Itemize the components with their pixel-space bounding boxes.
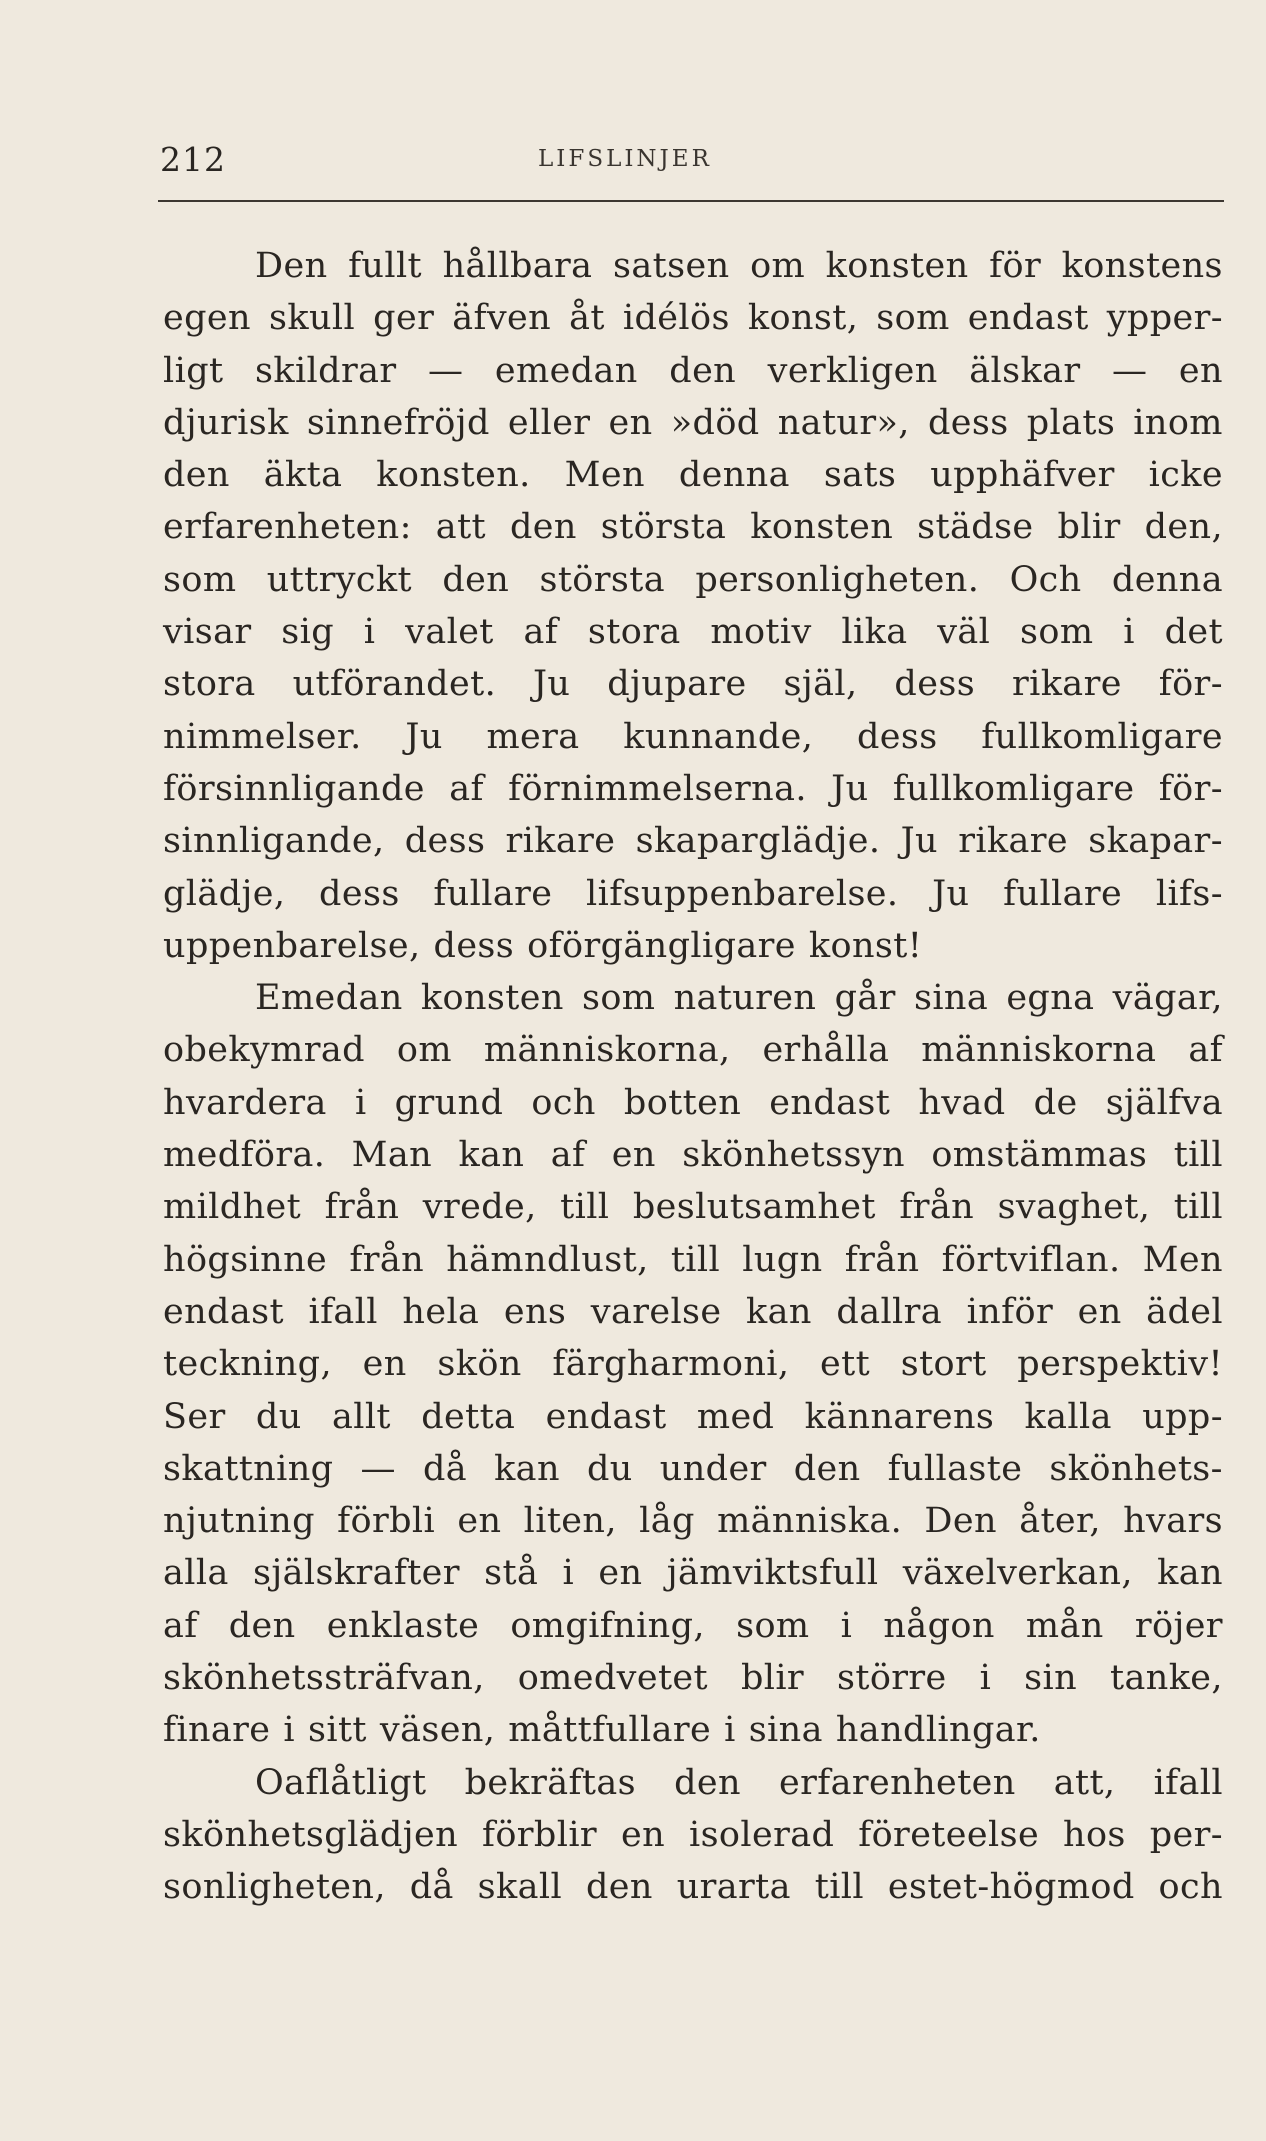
text-line (163, 1338, 1223, 1390)
text-line (163, 972, 1223, 1024)
word: denna (678, 455, 790, 496)
word: af (523, 612, 559, 653)
word: — (360, 1448, 396, 1489)
paragraph (163, 972, 1223, 1756)
word: de (1033, 1082, 1078, 1123)
word: som (1020, 612, 1094, 653)
word: Ju (900, 821, 938, 862)
word: kännarens (804, 1396, 995, 1437)
word: sig (281, 612, 335, 653)
word: måttfullare (508, 1710, 712, 1751)
word: städse (917, 507, 1034, 548)
word: för- (1158, 768, 1223, 809)
word: med (696, 1396, 775, 1437)
word: upphäfver (930, 455, 1115, 496)
word: till (670, 1239, 721, 1280)
word: konsten. (376, 455, 531, 496)
word: denna (1111, 559, 1223, 600)
word: vrede, (422, 1187, 537, 1228)
word: Men (1142, 1239, 1223, 1280)
text-line (163, 1024, 1223, 1076)
word: konsten (750, 507, 894, 548)
word: du (586, 1448, 633, 1489)
text-line (163, 1600, 1223, 1652)
word: som (581, 978, 656, 1019)
word: personligheten. (695, 559, 980, 600)
word: i (1123, 612, 1135, 653)
word: själskrafter (253, 1553, 460, 1594)
word: erfarenheten: (163, 507, 412, 548)
word: erhålla (762, 1030, 890, 1071)
word: i (283, 1710, 296, 1751)
text-line (163, 1652, 1223, 1704)
word: till (1173, 1187, 1223, 1228)
word: skaparglädje. (635, 821, 881, 862)
word: isolerad (688, 1814, 835, 1855)
word: från (844, 1239, 920, 1280)
word: dess (433, 925, 515, 966)
word: den (585, 1867, 653, 1908)
word: stort (900, 1344, 987, 1385)
word: njutning (163, 1501, 315, 1542)
word: af (1188, 1030, 1223, 1071)
word: ens (503, 1291, 567, 1332)
word: som (736, 1605, 810, 1646)
word: dallra (836, 1291, 943, 1332)
word: sina (748, 1710, 823, 1751)
word: enklaste (326, 1605, 480, 1646)
text-line (163, 1443, 1223, 1495)
word: estet-högmod (887, 1867, 1135, 1908)
word: Man (351, 1135, 433, 1176)
text-line (163, 711, 1223, 763)
word: en (611, 1135, 656, 1176)
word: natur», (777, 402, 910, 443)
word: glädje, (163, 873, 286, 914)
word: idélös (622, 298, 730, 339)
word: och (531, 1082, 596, 1123)
word: dess (894, 664, 976, 705)
word: i (979, 1658, 992, 1699)
word: kalla (1024, 1396, 1112, 1437)
word: den, (1144, 507, 1223, 548)
word: försinnligande (163, 768, 425, 809)
word: hos (1063, 1814, 1126, 1855)
word: konst, (747, 298, 859, 339)
word: skönhetssträfvan, (163, 1658, 485, 1699)
word: åt (569, 298, 605, 339)
word: hvardera (163, 1082, 327, 1123)
word: teckning, (163, 1344, 332, 1385)
word: naturen (673, 978, 817, 1019)
text-line (163, 240, 1223, 292)
word: kan (458, 1135, 525, 1176)
word: skall (477, 1867, 563, 1908)
word: Ju (831, 768, 869, 809)
text-line (163, 449, 1223, 501)
word: Och (1009, 559, 1082, 600)
word: ädel (1146, 1291, 1223, 1332)
word: ett (820, 1344, 871, 1385)
word: perspektiv! (1017, 1344, 1223, 1385)
word: ypper- (1106, 298, 1223, 339)
word: inom (1133, 402, 1223, 443)
word: jämviktsfull (666, 1553, 879, 1594)
text-line (163, 920, 1223, 972)
word: urarta (676, 1867, 791, 1908)
word: röjer (1134, 1605, 1223, 1646)
word: detta (421, 1396, 516, 1437)
word: per- (1149, 1814, 1223, 1855)
word: äkta (263, 455, 343, 496)
word: ifall (308, 1291, 378, 1332)
word: stora (587, 612, 681, 653)
word: konsten (420, 978, 564, 1019)
word: du (255, 1396, 302, 1437)
word: älskar (969, 350, 1081, 391)
header-rule (158, 200, 1224, 202)
text-line (163, 1234, 1223, 1286)
word: en (457, 1501, 502, 1542)
word: finare (163, 1710, 271, 1751)
word: Ser (163, 1396, 226, 1437)
word: Ju (932, 873, 970, 914)
word: under (659, 1448, 767, 1489)
word: dess (927, 402, 1009, 443)
word: skönhetssyn (682, 1135, 905, 1176)
word: Oaflåtligt (255, 1762, 427, 1803)
word: sats (823, 455, 897, 496)
word: någon (883, 1605, 995, 1646)
word: egen (163, 298, 251, 339)
word: det (1164, 612, 1223, 653)
word: eller (507, 402, 591, 443)
text-line (163, 397, 1223, 449)
word: kunnande, (623, 716, 814, 757)
word: konst! (808, 925, 923, 966)
word: i (840, 1605, 853, 1646)
word: större (837, 1658, 947, 1699)
word: skildrar (254, 350, 397, 391)
word: som (876, 298, 950, 339)
word: mildhet (163, 1187, 302, 1228)
word: en (1077, 1291, 1122, 1332)
word: inför (966, 1291, 1054, 1332)
word: en (620, 1814, 666, 1855)
word: bekräftas (464, 1762, 636, 1803)
word: »död (670, 402, 760, 443)
word: den (669, 350, 737, 391)
word: uttryckt (266, 559, 412, 600)
word: lifsuppenbarelse. (586, 873, 899, 914)
word: tanke, (1110, 1658, 1223, 1699)
word: hvars (1123, 1501, 1223, 1542)
word: den (509, 507, 577, 548)
word: oförgängligare (527, 925, 796, 966)
word: Emedan (255, 978, 403, 1019)
word: Men (564, 455, 645, 496)
word: dess (404, 821, 486, 862)
word: endast (545, 1396, 667, 1437)
word: blir (740, 1658, 805, 1699)
text-line (163, 868, 1223, 920)
word: endast (769, 1082, 891, 1123)
word: färgharmoni, (552, 1344, 790, 1385)
text-line (163, 763, 1223, 815)
text-line (163, 606, 1223, 658)
word: fullare (433, 873, 553, 914)
word: verkligen (767, 350, 938, 391)
text-line (163, 1704, 1223, 1756)
word: väsen, (379, 1710, 496, 1751)
page-number: 212 (160, 140, 226, 179)
word: fullare (1003, 873, 1123, 914)
word: till (814, 1867, 864, 1908)
word: sitt (308, 1710, 367, 1751)
word: rikare (958, 821, 1069, 862)
word: för (989, 246, 1042, 286)
word: lika (841, 612, 908, 653)
word: växelverkan, (902, 1553, 1133, 1594)
word: allt (331, 1396, 391, 1437)
text-line (163, 1861, 1223, 1913)
word: mån (1025, 1605, 1104, 1646)
word: icke (1148, 455, 1223, 496)
word: stå (484, 1553, 539, 1594)
word: den (163, 455, 230, 496)
word: största (539, 559, 666, 600)
word: och (1158, 1867, 1223, 1908)
word: sonligheten, (163, 1867, 386, 1908)
word: låg (639, 1501, 695, 1542)
word: — (428, 350, 464, 391)
running-head: LIFSLINJER (538, 146, 712, 172)
word: hvad (918, 1082, 1006, 1123)
text-line (163, 554, 1223, 606)
word: alla (163, 1553, 229, 1594)
word: hämndlust, (446, 1239, 649, 1280)
word: skattning (163, 1448, 334, 1489)
word: nimmelser. (163, 716, 362, 757)
word: svaghet, (997, 1187, 1151, 1228)
word: botten (623, 1082, 742, 1123)
word: dess (319, 873, 400, 914)
text-line (163, 345, 1223, 397)
word: sin (1024, 1658, 1078, 1699)
word: största (600, 507, 727, 548)
paragraph (163, 240, 1223, 972)
word: förblir (481, 1814, 598, 1855)
word: ger (373, 298, 435, 339)
word: företeelse (858, 1814, 1040, 1855)
word: från (324, 1187, 400, 1228)
word: konsten (825, 246, 969, 286)
text-line (163, 1129, 1223, 1181)
word: i (354, 1082, 367, 1123)
word: förbli (337, 1501, 436, 1542)
word: från (349, 1239, 425, 1280)
text-line (163, 1077, 1223, 1129)
word: som (163, 559, 237, 600)
word: sinnefröjd (306, 402, 490, 443)
word: handlingar. (835, 1710, 1041, 1751)
text-line (163, 1391, 1223, 1443)
word: Ju (533, 664, 571, 705)
word: i (363, 612, 376, 653)
word: erfarenheten (779, 1762, 1016, 1803)
word: sina (913, 978, 989, 1019)
word: att, (1053, 1762, 1116, 1803)
word: vägar, (1112, 978, 1223, 1019)
word: till (560, 1187, 610, 1228)
word: lifs- (1155, 873, 1223, 914)
text-line (163, 1547, 1223, 1599)
word: kan (494, 1448, 560, 1489)
word: kan (746, 1291, 812, 1332)
word: varelse (590, 1291, 722, 1332)
text-line (163, 1809, 1223, 1861)
paragraph (163, 1757, 1223, 1914)
word: skapar- (1088, 821, 1223, 862)
word: i (562, 1553, 575, 1594)
word: af (449, 768, 484, 809)
word: i (724, 1710, 736, 1751)
word: medföra. (163, 1135, 326, 1176)
word: — (1111, 350, 1148, 391)
word: skönhets- (1049, 1448, 1223, 1489)
word: konstens (1061, 246, 1223, 286)
word: upp- (1142, 1396, 1223, 1437)
word: hela (402, 1291, 480, 1332)
word: kan (1157, 1553, 1223, 1594)
word: egna (1006, 978, 1095, 1019)
word: beslutsamhet (632, 1187, 876, 1228)
word: lugn (742, 1239, 823, 1280)
word: djurisk (163, 402, 289, 443)
word: väl (937, 612, 991, 653)
word: fullt (348, 246, 423, 286)
word: ifall (1153, 1762, 1223, 1803)
word: mera (486, 716, 580, 757)
word: visar (163, 612, 252, 653)
word: en (598, 1553, 643, 1594)
word: omedvetet (517, 1658, 708, 1699)
word: sinnligande, (163, 821, 385, 862)
word: själ, (783, 664, 858, 705)
word: människorna, (483, 1030, 731, 1071)
word: omstämmas (931, 1135, 1148, 1176)
word: utförandet. (292, 664, 497, 705)
word: människa. (717, 1501, 903, 1542)
word: plats (1026, 402, 1116, 443)
word: stora (163, 664, 256, 705)
word: dess (856, 716, 938, 757)
word: människorna (921, 1030, 1157, 1071)
word: emedan (494, 350, 638, 391)
word: satsen (613, 246, 730, 286)
word: Den (255, 246, 328, 286)
word: från (899, 1187, 975, 1228)
word: af (550, 1135, 586, 1176)
word: af (163, 1605, 198, 1646)
word: den (228, 1605, 296, 1646)
word: att (435, 507, 486, 548)
text-line (163, 1757, 1223, 1809)
word: då (409, 1867, 454, 1908)
word: skön (437, 1344, 522, 1385)
word: förtviflan. (941, 1239, 1121, 1280)
word: själfva (1105, 1082, 1223, 1123)
word: högsinne (163, 1239, 328, 1280)
word: den (674, 1762, 741, 1803)
word: äfven (452, 298, 552, 339)
word: hållbara (442, 246, 593, 286)
word: Ju (405, 716, 443, 757)
word: liten, (523, 1501, 617, 1542)
word: då (422, 1448, 468, 1489)
word: skönhetsglädjen (163, 1814, 459, 1855)
word: en (362, 1344, 407, 1385)
text-line (163, 658, 1223, 710)
word: rikare (1011, 664, 1122, 705)
word: den (793, 1448, 861, 1489)
word: om (750, 246, 806, 286)
word: går (834, 978, 896, 1019)
body-text (163, 240, 1223, 1914)
word: den (442, 559, 510, 600)
word: obekymrad (163, 1030, 365, 1071)
word: uppenbarelse, (163, 925, 421, 966)
text-line (163, 501, 1223, 553)
text-line (163, 1495, 1223, 1547)
word: blir (1057, 507, 1121, 548)
word: rikare (505, 821, 616, 862)
word: till (1173, 1135, 1223, 1176)
text-line (163, 1181, 1223, 1233)
word: åter, (1019, 1501, 1101, 1542)
word: en (1178, 350, 1223, 391)
word: motiv (710, 612, 812, 653)
word: Den (924, 1501, 997, 1542)
word: fullaste (887, 1448, 1023, 1489)
word: valet (405, 612, 494, 653)
word: skull (269, 298, 356, 339)
word: grund (394, 1082, 504, 1123)
text-line (163, 292, 1223, 344)
word: endast (163, 1291, 284, 1332)
word: fullkomligare (981, 716, 1223, 757)
word: en (608, 402, 653, 443)
text-line (163, 1286, 1223, 1338)
word: djupare (607, 664, 747, 705)
text-line (163, 815, 1223, 867)
word: omgifning, (510, 1605, 705, 1646)
word: förnimmelserna. (508, 768, 807, 809)
word: fullkomligare (892, 768, 1135, 809)
word: ligt (163, 350, 224, 391)
word: för- (1158, 664, 1223, 705)
word: om (396, 1030, 452, 1071)
word: endast (967, 298, 1089, 339)
